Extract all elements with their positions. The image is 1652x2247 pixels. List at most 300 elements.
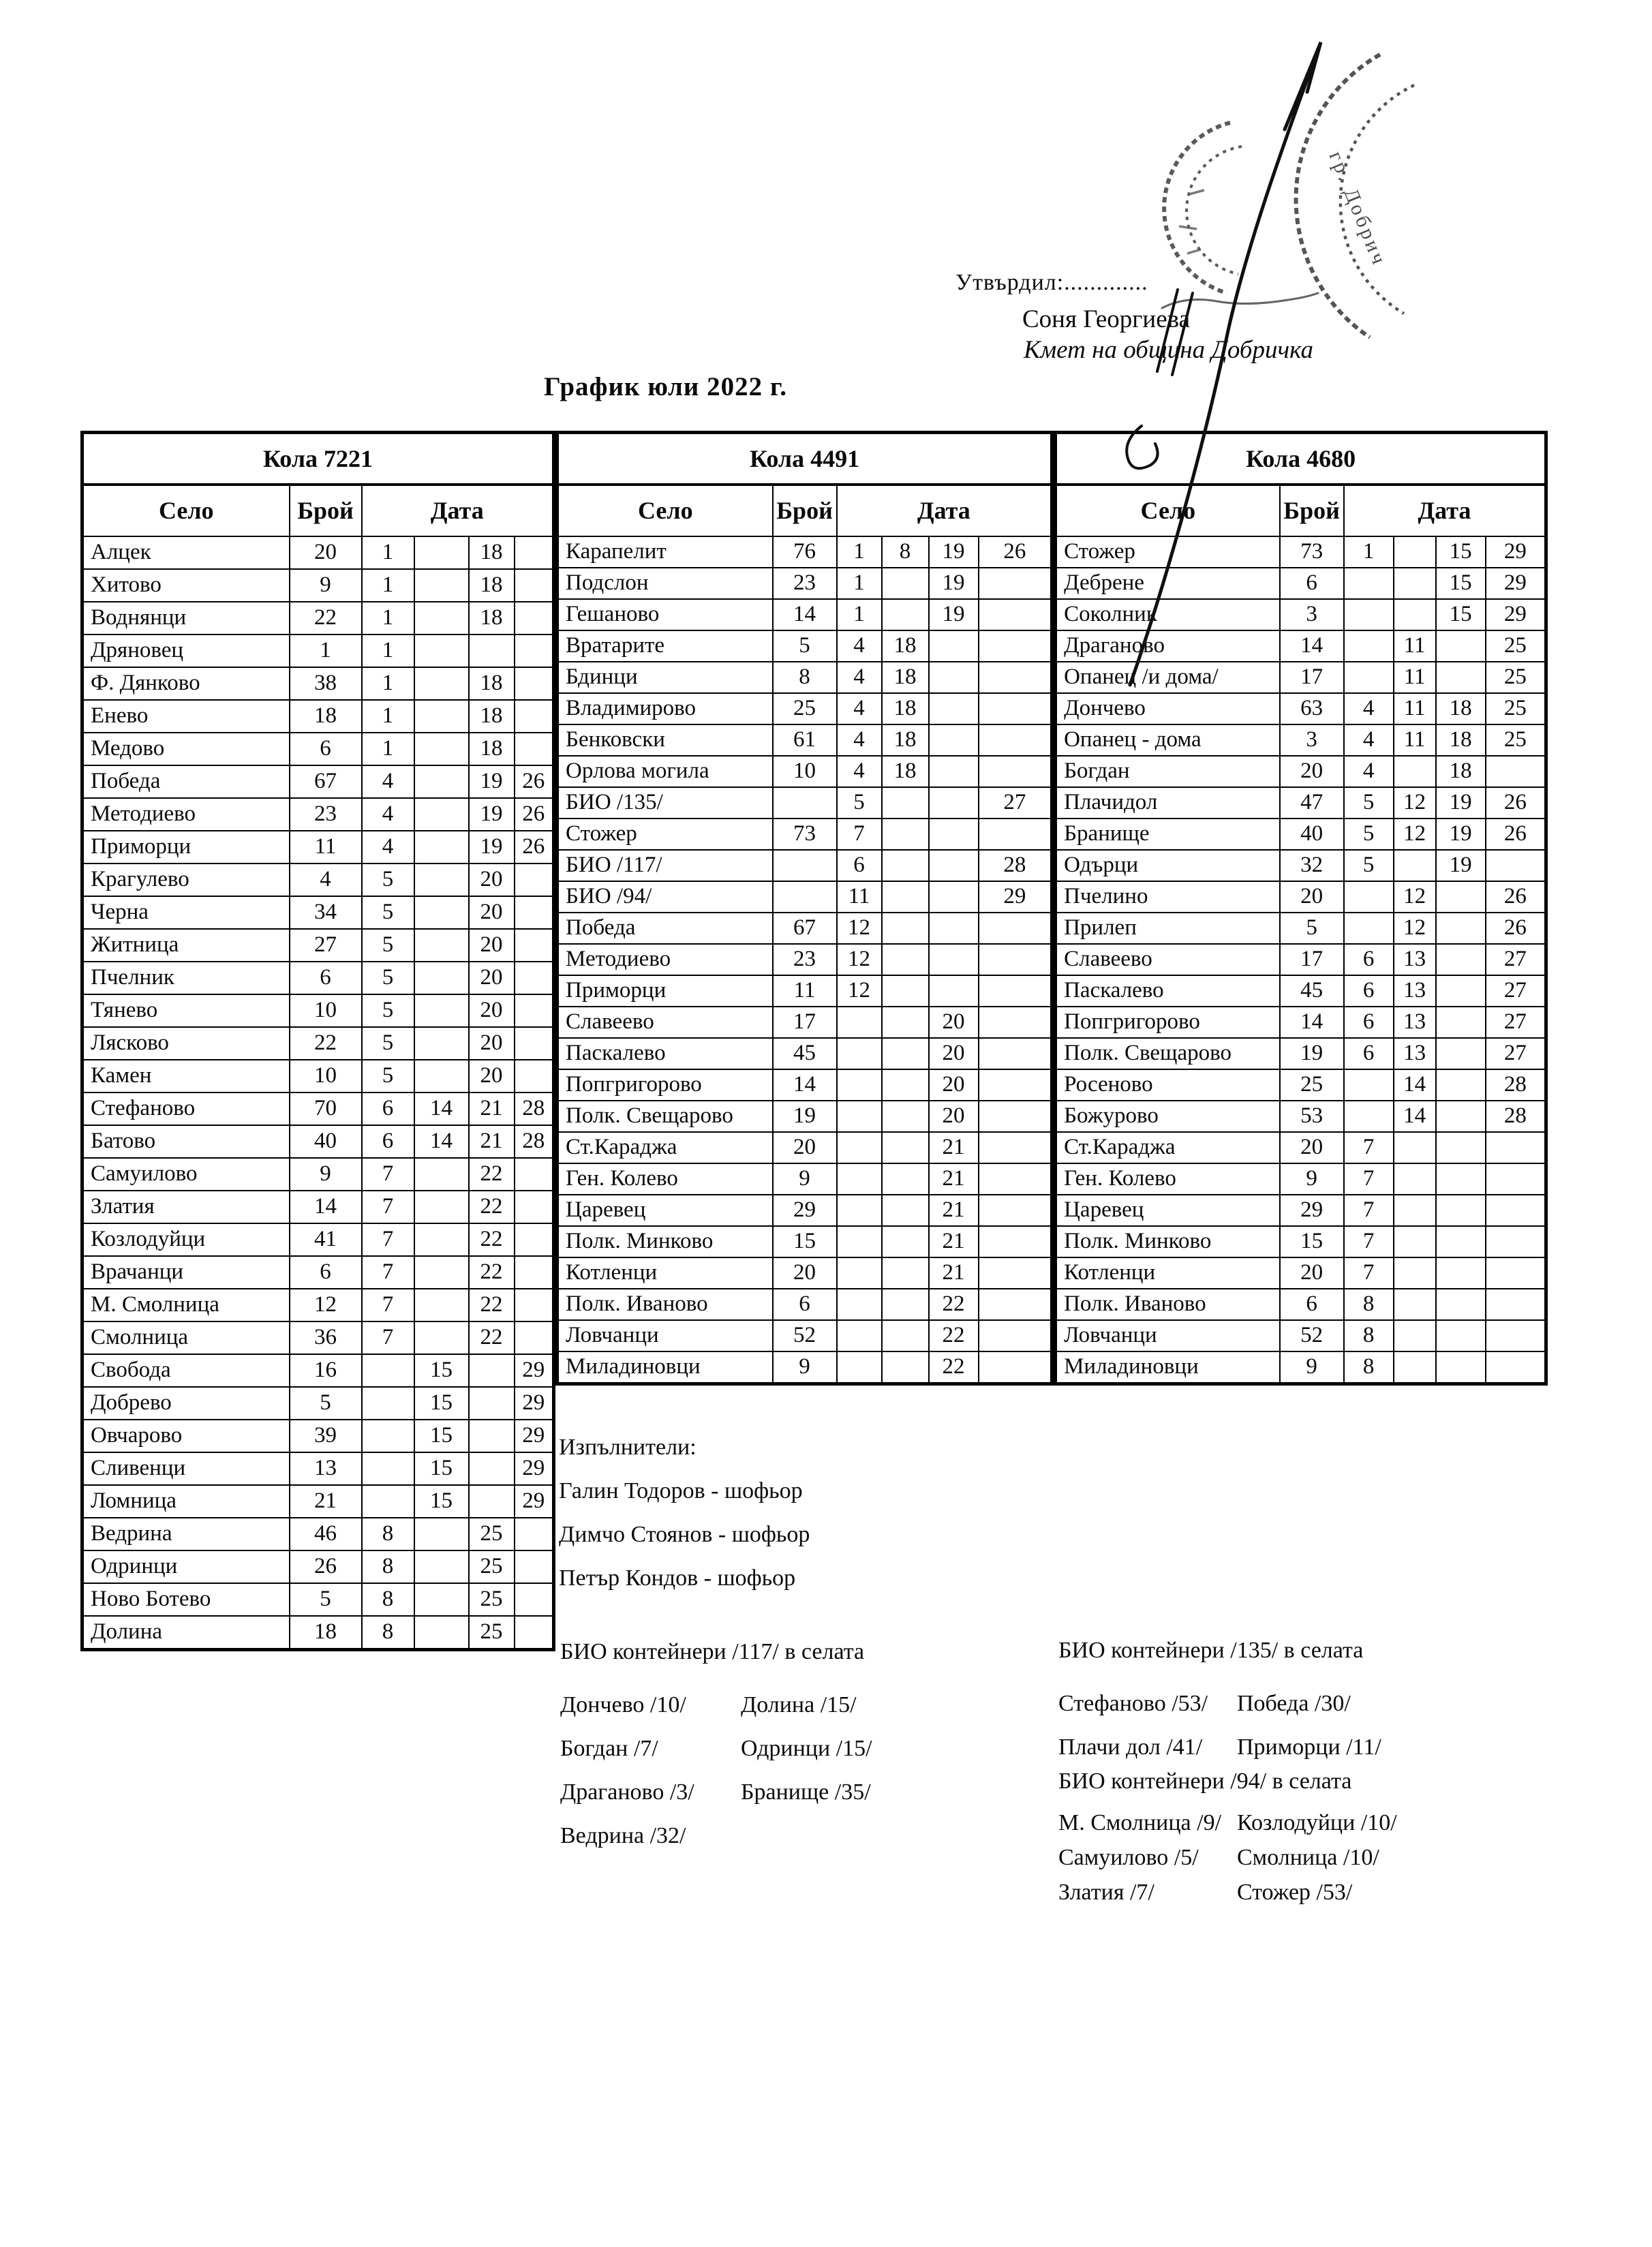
count-cell: 70 (290, 1092, 362, 1125)
count-cell: 18 (290, 700, 362, 733)
date-cell (515, 1060, 554, 1092)
date-cell: 7 (362, 1289, 414, 1321)
date-cell: 8 (362, 1550, 414, 1583)
date-cell: 22 (469, 1191, 515, 1223)
date-cell (979, 630, 1052, 662)
date-cell (362, 1387, 414, 1420)
table-row (1056, 1289, 1546, 1320)
table-row (1056, 881, 1546, 913)
date-cell (515, 635, 554, 667)
date-cell (1344, 913, 1394, 944)
bio-entry: Стожер /53/ (1237, 1880, 1353, 1905)
table-row (1056, 1257, 1546, 1289)
village-cell: Полк. Иваново (557, 1289, 773, 1320)
village-cell: Ломница (82, 1485, 290, 1518)
count-cell: 20 (773, 1132, 837, 1163)
count-cell: 9 (1280, 1351, 1344, 1384)
date-cell (1436, 662, 1486, 693)
date-cell: 6 (362, 1125, 414, 1158)
village-cell: БИО /94/ (557, 881, 773, 913)
table-row (1056, 819, 1546, 850)
table-row (82, 1125, 554, 1158)
date-cell: 29 (1486, 568, 1546, 599)
table-row (82, 863, 554, 896)
date-cell (929, 756, 979, 787)
count-cell: 26 (290, 1550, 362, 1583)
date-cell (1436, 1069, 1486, 1101)
date-cell (414, 1223, 469, 1256)
date-cell: 5 (362, 994, 414, 1027)
date-cell: 1 (362, 733, 414, 765)
village-cell: Алцек (82, 536, 290, 569)
bio-entry: Плачи дол /41/ (1058, 1734, 1203, 1760)
count-cell: 6 (1280, 1289, 1344, 1320)
table-row (557, 1101, 1052, 1132)
date-cell (1344, 568, 1394, 599)
date-cell: 20 (469, 929, 515, 962)
date-cell: 15 (414, 1452, 469, 1485)
table-row (557, 662, 1052, 693)
date-cell: 29 (515, 1420, 554, 1452)
approver-role: Кмет на община Добричка (1024, 336, 1314, 364)
date-cell (837, 1289, 882, 1320)
date-cell (1394, 850, 1436, 881)
count-cell: 52 (773, 1320, 837, 1351)
date-cell (882, 881, 929, 913)
executor-item: Петър Кондов - шофьор (559, 1565, 796, 1591)
count-cell: 18 (290, 1616, 362, 1650)
count-cell: 14 (1280, 630, 1344, 662)
date-cell: 6 (1344, 975, 1394, 1007)
date-cell: 1 (837, 599, 882, 630)
date-cell (1394, 1195, 1436, 1226)
date-cell: 8 (1344, 1351, 1394, 1384)
bio-entry: Ведрина /32/ (560, 1823, 686, 1848)
table-row (557, 819, 1052, 850)
date-cell: 28 (515, 1125, 554, 1158)
village-cell: Карапелит (557, 536, 773, 568)
date-cell (414, 536, 469, 569)
date-cell: 4 (837, 724, 882, 756)
count-cell: 22 (290, 602, 362, 635)
date-cell: 6 (1344, 1007, 1394, 1038)
date-cell (979, 756, 1052, 787)
date-cell: 28 (515, 1092, 554, 1125)
count-cell: 9 (773, 1351, 837, 1384)
village-cell: Камен (82, 1060, 290, 1092)
date-cell (929, 850, 979, 881)
date-cell (515, 863, 554, 896)
count-cell: 6 (290, 962, 362, 994)
table-row (1056, 1069, 1546, 1101)
date-cell: 4 (1344, 693, 1394, 724)
date-cell (1436, 630, 1486, 662)
table-row (557, 1132, 1052, 1163)
village-cell: Драганово (1056, 630, 1280, 662)
village-cell: Методиево (82, 798, 290, 831)
date-cell (979, 1069, 1052, 1101)
date-cell: 21 (469, 1125, 515, 1158)
village-cell: Ст.Караджа (557, 1132, 773, 1163)
date-cell (929, 975, 979, 1007)
count-cell: 20 (1280, 756, 1344, 787)
executor-item: Димчо Стоянов - шофьор (559, 1522, 810, 1547)
village-cell: Пчелино (1056, 881, 1280, 913)
date-cell (414, 1027, 469, 1060)
date-cell: 28 (1486, 1069, 1546, 1101)
table-row (1056, 975, 1546, 1007)
date-cell: 14 (414, 1092, 469, 1125)
date-cell (929, 724, 979, 756)
table-row (82, 1191, 554, 1223)
table-row (82, 602, 554, 635)
bio-list-grid (560, 1683, 959, 1858)
date-cell (882, 1038, 929, 1069)
date-cell: 12 (837, 975, 882, 1007)
schedule-table-kola-4680 (1054, 431, 1548, 1386)
date-cell: 15 (414, 1354, 469, 1387)
date-cell: 20 (929, 1038, 979, 1069)
date-cell (882, 599, 929, 630)
village-cell: Смолница (82, 1321, 290, 1354)
date-cell (929, 881, 979, 913)
count-cell: 4 (290, 863, 362, 896)
date-cell: 26 (515, 831, 554, 863)
date-cell: 26 (1486, 913, 1546, 944)
village-cell: Ст.Караджа (1056, 1132, 1280, 1163)
date-cell (882, 568, 929, 599)
village-cell: Свобода (82, 1354, 290, 1387)
date-cell: 19 (469, 831, 515, 863)
date-cell (1436, 975, 1486, 1007)
village-cell: Самуилово (82, 1158, 290, 1191)
date-cell: 29 (1486, 599, 1546, 630)
date-cell (1436, 1038, 1486, 1069)
village-cell: Гешаново (557, 599, 773, 630)
date-cell (1436, 1101, 1486, 1132)
table-row (557, 881, 1052, 913)
date-cell: 19 (929, 568, 979, 599)
date-cell (515, 994, 554, 1027)
date-cell: 7 (1344, 1226, 1394, 1257)
date-cell: 11 (1394, 693, 1436, 724)
date-cell: 6 (837, 850, 882, 881)
bio-entry: Приморци /11/ (1237, 1734, 1381, 1760)
date-cell: 5 (1344, 787, 1394, 819)
column-header-row (557, 485, 1052, 536)
date-cell (469, 1387, 515, 1420)
bio-entry: Драганово /3/ (560, 1779, 694, 1805)
count-cell: 5 (1280, 913, 1344, 944)
village-cell: Полк. Свещарово (1056, 1038, 1280, 1069)
village-cell: Бенковски (557, 724, 773, 756)
table-row (557, 724, 1052, 756)
date-cell: 1 (362, 569, 414, 602)
schedule-tables (80, 431, 1548, 1651)
date-cell (1394, 1289, 1436, 1320)
table-row (82, 1256, 554, 1289)
date-cell (362, 1452, 414, 1485)
date-cell: 29 (515, 1452, 554, 1485)
date-cell (1394, 1132, 1436, 1163)
date-cell (837, 1007, 882, 1038)
date-cell: 4 (837, 693, 882, 724)
village-cell: Златия (82, 1191, 290, 1223)
village-cell: Паскалево (557, 1038, 773, 1069)
bio-entry: М. Смолница /9/ (1058, 1810, 1222, 1835)
date-cell (515, 1518, 554, 1550)
village-cell: Полк. Иваново (1056, 1289, 1280, 1320)
count-cell: 29 (773, 1195, 837, 1226)
table-row (82, 994, 554, 1027)
date-cell (882, 975, 929, 1007)
village-cell: Славеево (557, 1007, 773, 1038)
date-cell: 18 (469, 536, 515, 569)
count-cell: 5 (773, 630, 837, 662)
date-cell: 11 (837, 881, 882, 913)
date-cell (515, 896, 554, 929)
date-cell (1344, 662, 1394, 693)
date-cell (882, 1320, 929, 1351)
date-cell: 25 (469, 1583, 515, 1616)
date-cell: 21 (929, 1226, 979, 1257)
village-cell: Приморци (557, 975, 773, 1007)
date-cell (837, 1132, 882, 1163)
table-row (1056, 1226, 1546, 1257)
date-cell (882, 1195, 929, 1226)
bio-entry: Долина /15/ (741, 1692, 857, 1717)
date-cell: 4 (837, 662, 882, 693)
date-cell: 18 (882, 724, 929, 756)
date-cell (414, 1158, 469, 1191)
date-cell: 18 (469, 602, 515, 635)
date-cell (979, 1257, 1052, 1289)
date-cell (515, 569, 554, 602)
count-cell: 45 (773, 1038, 837, 1069)
date-cell (1436, 1257, 1486, 1289)
bio-entry: Бранище /35/ (741, 1779, 871, 1805)
date-cell: 13 (1394, 1038, 1436, 1069)
table-row (1056, 756, 1546, 787)
date-cell: 5 (362, 1027, 414, 1060)
table-row (82, 635, 554, 667)
date-cell: 1 (362, 700, 414, 733)
table-row (1056, 1320, 1546, 1351)
date-cell: 5 (362, 962, 414, 994)
table-row (82, 1223, 554, 1256)
date-cell (515, 1616, 554, 1650)
table-row (1056, 1101, 1546, 1132)
count-cell: 20 (1280, 1257, 1344, 1289)
date-cell (929, 693, 979, 724)
date-cell (979, 944, 1052, 975)
date-cell: 4 (837, 756, 882, 787)
date-cell: 7 (1344, 1132, 1394, 1163)
date-cell: 27 (1486, 944, 1546, 975)
table-row (1056, 944, 1546, 975)
table-row (557, 1195, 1052, 1226)
date-cell (929, 630, 979, 662)
table-row (1056, 568, 1546, 599)
count-cell (773, 881, 837, 913)
count-cell: 25 (773, 693, 837, 724)
date-cell: 22 (929, 1351, 979, 1384)
date-cell: 26 (1486, 881, 1546, 913)
date-cell: 15 (1436, 568, 1486, 599)
count-cell: 10 (290, 1060, 362, 1092)
date-cell: 25 (1486, 630, 1546, 662)
count-cell: 40 (290, 1125, 362, 1158)
table-row (82, 700, 554, 733)
date-cell (1394, 1226, 1436, 1257)
date-cell (1486, 1289, 1546, 1320)
column-header-row (1056, 485, 1546, 536)
date-cell: 27 (1486, 975, 1546, 1007)
date-cell (1436, 881, 1486, 913)
date-cell: 18 (882, 662, 929, 693)
date-cell (362, 1485, 414, 1518)
table-row (82, 1452, 554, 1485)
village-cell: Победа (82, 765, 290, 798)
count-cell: 6 (290, 1256, 362, 1289)
date-cell (837, 1038, 882, 1069)
date-cell (979, 913, 1052, 944)
date-cell: 25 (1486, 693, 1546, 724)
table-row (557, 630, 1052, 662)
village-cell: Миладиновци (557, 1351, 773, 1384)
table-row (82, 1027, 554, 1060)
count-cell: 9 (290, 569, 362, 602)
date-cell (1344, 1069, 1394, 1101)
village-cell: Ген. Колево (557, 1163, 773, 1195)
table-row (82, 733, 554, 765)
date-cell: 15 (414, 1485, 469, 1518)
date-cell: 14 (414, 1125, 469, 1158)
approval-label: Утвърдил:............. (955, 270, 1148, 295)
count-cell: 19 (1280, 1038, 1344, 1069)
date-cell: 20 (469, 1027, 515, 1060)
date-cell (979, 1163, 1052, 1195)
round-stamp-right (1296, 55, 1414, 337)
date-cell (882, 1351, 929, 1384)
village-cell: Вратарите (557, 630, 773, 662)
village-cell: Козлодуйци (82, 1223, 290, 1256)
table-row (557, 1007, 1052, 1038)
date-cell: 21 (929, 1163, 979, 1195)
date-cell (1436, 1320, 1486, 1351)
village-cell: Соколник (1056, 599, 1280, 630)
date-cell (362, 1354, 414, 1387)
date-cell (837, 1163, 882, 1195)
count-cell: 23 (773, 944, 837, 975)
date-cell: 8 (362, 1518, 414, 1550)
date-cell: 27 (1486, 1038, 1546, 1069)
date-cell (414, 1518, 469, 1550)
village-cell: Одърци (1056, 850, 1280, 881)
date-cell (929, 913, 979, 944)
date-cell: 15 (1436, 536, 1486, 568)
count-cell: 21 (290, 1485, 362, 1518)
date-cell (979, 568, 1052, 599)
count-cell: 36 (290, 1321, 362, 1354)
village-cell: Стожер (1056, 536, 1280, 568)
col-date: Дата (837, 485, 1052, 536)
count-cell: 61 (773, 724, 837, 756)
table-row (82, 1289, 554, 1321)
table-row (557, 850, 1052, 881)
date-cell (414, 700, 469, 733)
count-cell: 73 (1280, 536, 1344, 568)
village-cell: Подслон (557, 568, 773, 599)
bio-list-title: БИО контейнери /117/ в селата (560, 1639, 865, 1664)
table-row (557, 944, 1052, 975)
village-cell: Опанец /и дома/ (1056, 662, 1280, 693)
date-cell: 12 (1394, 819, 1436, 850)
schedule-table-kola-4491 (555, 431, 1054, 1386)
date-cell (979, 1132, 1052, 1163)
village-cell: Славеево (1056, 944, 1280, 975)
date-cell: 7 (362, 1158, 414, 1191)
date-cell: 14 (1394, 1069, 1436, 1101)
date-cell (1394, 536, 1436, 568)
date-cell: 20 (929, 1007, 979, 1038)
table-row (1056, 1163, 1546, 1195)
date-cell (1436, 944, 1486, 975)
date-cell (515, 536, 554, 569)
date-cell (1436, 1226, 1486, 1257)
date-cell: 26 (515, 765, 554, 798)
date-cell (882, 1069, 929, 1101)
date-cell: 19 (1436, 850, 1486, 881)
table-row (82, 667, 554, 700)
table-row (82, 1321, 554, 1354)
date-cell: 19 (929, 536, 979, 568)
bio-entry: Богдан /7/ (560, 1736, 658, 1761)
date-cell: 22 (469, 1223, 515, 1256)
date-cell: 19 (1436, 787, 1486, 819)
village-cell: Плачидол (1056, 787, 1280, 819)
bio-entry: Дончево /10/ (560, 1692, 686, 1717)
date-cell (515, 700, 554, 733)
date-cell: 21 (929, 1257, 979, 1289)
date-cell: 1 (362, 635, 414, 667)
count-cell: 8 (773, 662, 837, 693)
date-cell (929, 944, 979, 975)
date-cell (515, 733, 554, 765)
date-cell (929, 787, 979, 819)
date-cell (882, 1101, 929, 1132)
date-cell (515, 929, 554, 962)
date-cell (414, 569, 469, 602)
count-cell: 52 (1280, 1320, 1344, 1351)
date-cell: 18 (469, 733, 515, 765)
date-cell: 29 (515, 1387, 554, 1420)
village-cell: Сливенци (82, 1452, 290, 1485)
date-cell (515, 1027, 554, 1060)
count-cell: 73 (773, 819, 837, 850)
village-cell: Воднянци (82, 602, 290, 635)
date-cell (837, 1226, 882, 1257)
date-cell: 12 (837, 913, 882, 944)
village-cell: Врачанци (82, 1256, 290, 1289)
date-cell: 13 (1394, 1007, 1436, 1038)
village-cell: Росеново (1056, 1069, 1280, 1101)
village-cell: Енево (82, 700, 290, 733)
bio-entry: Смолница /10/ (1237, 1845, 1379, 1870)
count-cell: 39 (290, 1420, 362, 1452)
date-cell (414, 1256, 469, 1289)
date-cell (515, 1256, 554, 1289)
